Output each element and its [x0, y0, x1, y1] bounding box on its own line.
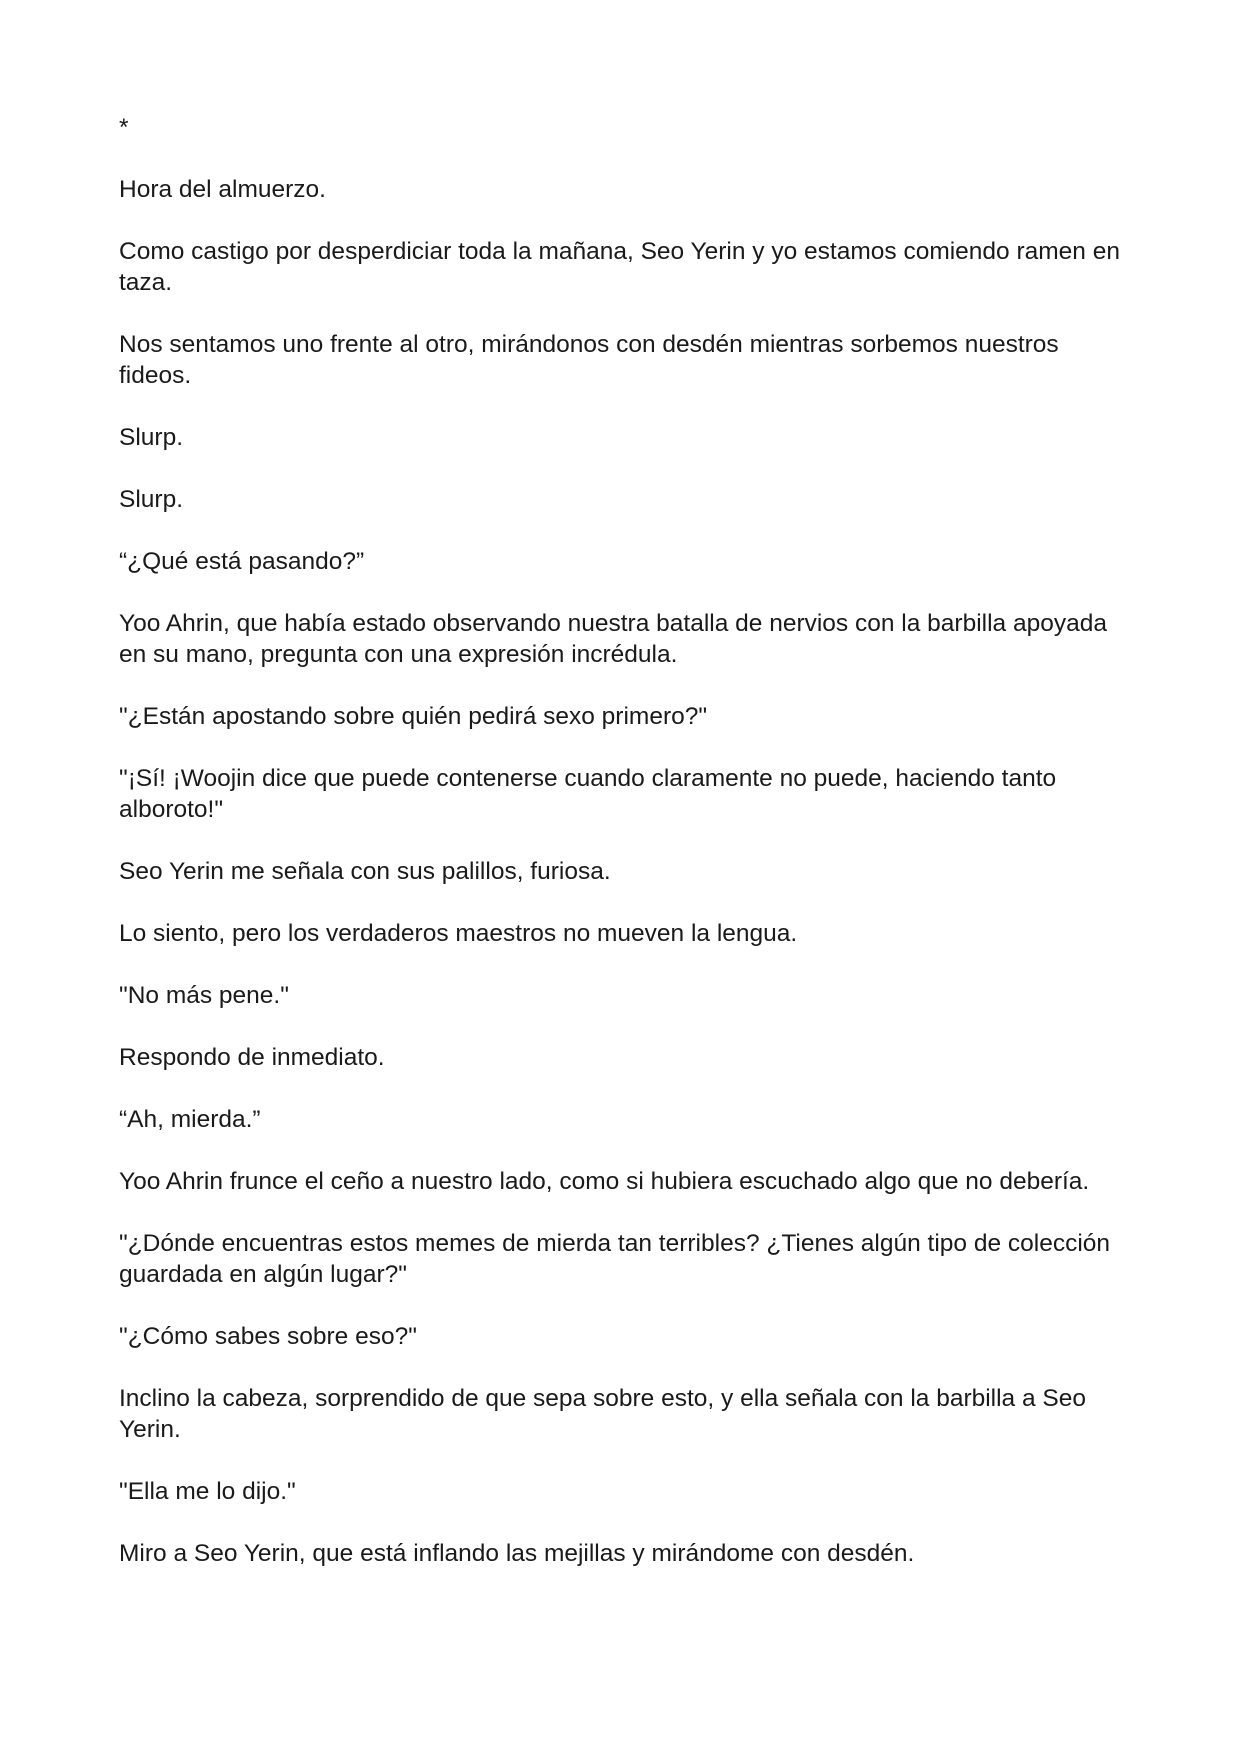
- paragraph: Como castigo por desperdiciar toda la mañana, Seo Yerin y yo estamos comiendo ramen en taza.: [119, 238, 1120, 296]
- paragraph: Inclino la cabeza, sorprendido de que sepa sobre esto, y ella señala con la barbilla a Seo Yerin.: [119, 1385, 1087, 1443]
- dialogue-line: "Ella me lo dijo.": [119, 1478, 296, 1505]
- paragraph: Yoo Ahrin, que había estado observando nuestra batalla de nervios con la barbilla apoyada en su mano, pregunta con una expresión incrédula.: [119, 610, 1107, 668]
- paragraph: Seo Yerin me señala con sus palillos, furiosa.: [119, 858, 611, 885]
- paragraph: Respondo de inmediato.: [119, 1044, 385, 1071]
- paragraph: Yoo Ahrin frunce el ceño a nuestro lado, como si hubiera escuchado algo que no debería.: [119, 1168, 1090, 1195]
- dialogue-line: “¿Qué está pasando?”: [119, 548, 365, 575]
- dialogue-line: "No más pene.": [119, 982, 289, 1009]
- paragraph: Miro a Seo Yerin, que está inflando las mejillas y mirándome con desdén.: [119, 1540, 915, 1567]
- paragraph: Nos sentamos uno frente al otro, mirándonos con desdén mientras sorbemos nuestros fideos.: [119, 331, 1059, 389]
- paragraph: Slurp.: [119, 486, 184, 513]
- paragraph: Slurp.: [119, 424, 184, 451]
- dialogue-line: "¿Están apostando sobre quién pedirá sexo primero?": [119, 703, 708, 730]
- paragraph: Lo siento, pero los verdaderos maestros no mueven la lengua.: [119, 920, 798, 947]
- paragraph: Hora del almuerzo.: [119, 176, 326, 203]
- dialogue-line: "¿Cómo sabes sobre eso?": [119, 1323, 417, 1350]
- document-body: [119, 112, 1129, 1569]
- dialogue-line: "¿Dónde encuentras estos memes de mierda tan terribles? ¿Tienes algún tipo de colección guardada en algún lugar?": [119, 1230, 1111, 1288]
- dialogue-line: "¡Sí! ¡Woojin dice que puede contenerse cuando claramente no puede, haciendo tanto alboroto!": [119, 765, 1057, 823]
- dialogue-line: “Ah, mierda.”: [119, 1106, 261, 1133]
- scene-break: *: [119, 114, 129, 141]
